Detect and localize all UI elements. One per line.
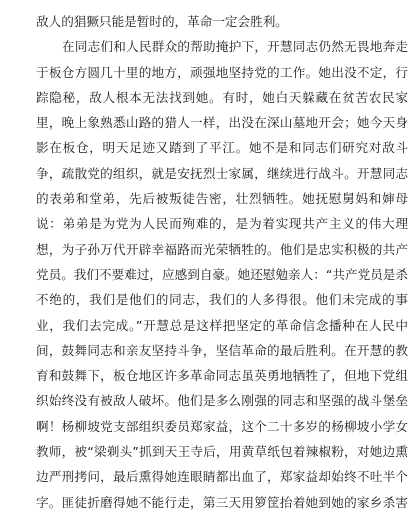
text-line: 织始终没有被敌人破坏。他们是多么刚强的同志和坚强的战斗堡垒 bbox=[36, 393, 408, 409]
text-line: 字。匪徒折磨得她不能行走，第三天用箩筐抬着她到她的家乡杀害 bbox=[36, 494, 408, 510]
text-line: 敌人的猖獗只能是暂时的，革命一定会胜利。 bbox=[36, 14, 288, 29]
text-line: 想，为子孙万代开辟幸福路而光荣牺牲的。他们是忠实积极的共产 bbox=[36, 241, 408, 257]
text-line: 说：弟弟是为党为人民而殉难的，是为着实现共产主义的伟大理 bbox=[36, 216, 408, 232]
paragraph-first-line: 在同志们和人民群众的帮助掩护下，开慧同志仍然无畏地奔走 bbox=[62, 39, 408, 55]
text-line: 不绝的，我们是他们的同志，我们的人多得很。他们未完成的事 bbox=[36, 292, 408, 308]
text-line: 教师，被“梁剃头”抓到天王寺后，用黄草纸包着辣椒粉，对她边熏 bbox=[36, 444, 408, 460]
text-line: 争，疏散党的组织，就是安抚烈士家属，继续进行战斗。开慧同志 bbox=[36, 165, 408, 181]
text-line: 育和鼓舞下，板仓地区许多革命同志虽英勇地牺牲了，但地下党组 bbox=[36, 368, 408, 384]
text-line: 啊！杨柳坡党支部组织委员郑家益，这个二十多岁的杨柳坡小学女 bbox=[36, 418, 408, 434]
text-line: 边严刑拷问，最后熏得她连眼睛都出血了，郑家益却始终不吐半个 bbox=[36, 469, 408, 485]
body-text bbox=[36, 9, 408, 515]
text-line: 的表弟和堂弟，先后被叛徒告密，壮烈牺牲。她抚慰舅妈和婶母 bbox=[36, 191, 408, 207]
text-line: 于板仓方圆几十里的地方，顽强地坚持党的工作。她出没不定，行 bbox=[36, 64, 408, 80]
text-line: 间，鼓舞同志和亲友坚持斗争，坚信革命的最后胜利。在开慧的教 bbox=[36, 342, 408, 358]
text-line: 踪隐秘，敌人根本无法找到她。有时，她白天躲藏在贫苦农民家 bbox=[36, 89, 408, 105]
text-line: 党员。我们不要难过，应感到自豪。她还慰勉亲人：“共产党员是杀 bbox=[36, 266, 408, 282]
text-line: 里，晚上象熟悉山路的猎人一样，出没在深山墓地开会；她今天身 bbox=[36, 115, 408, 131]
text-line: 业，我们去完成。”开慧总是这样把坚定的革命信念播种在人民中 bbox=[36, 317, 408, 333]
text-line: 影在板仓，明天足迹又踏到了平江。她不是和同志们研究对敌斗 bbox=[36, 140, 408, 156]
